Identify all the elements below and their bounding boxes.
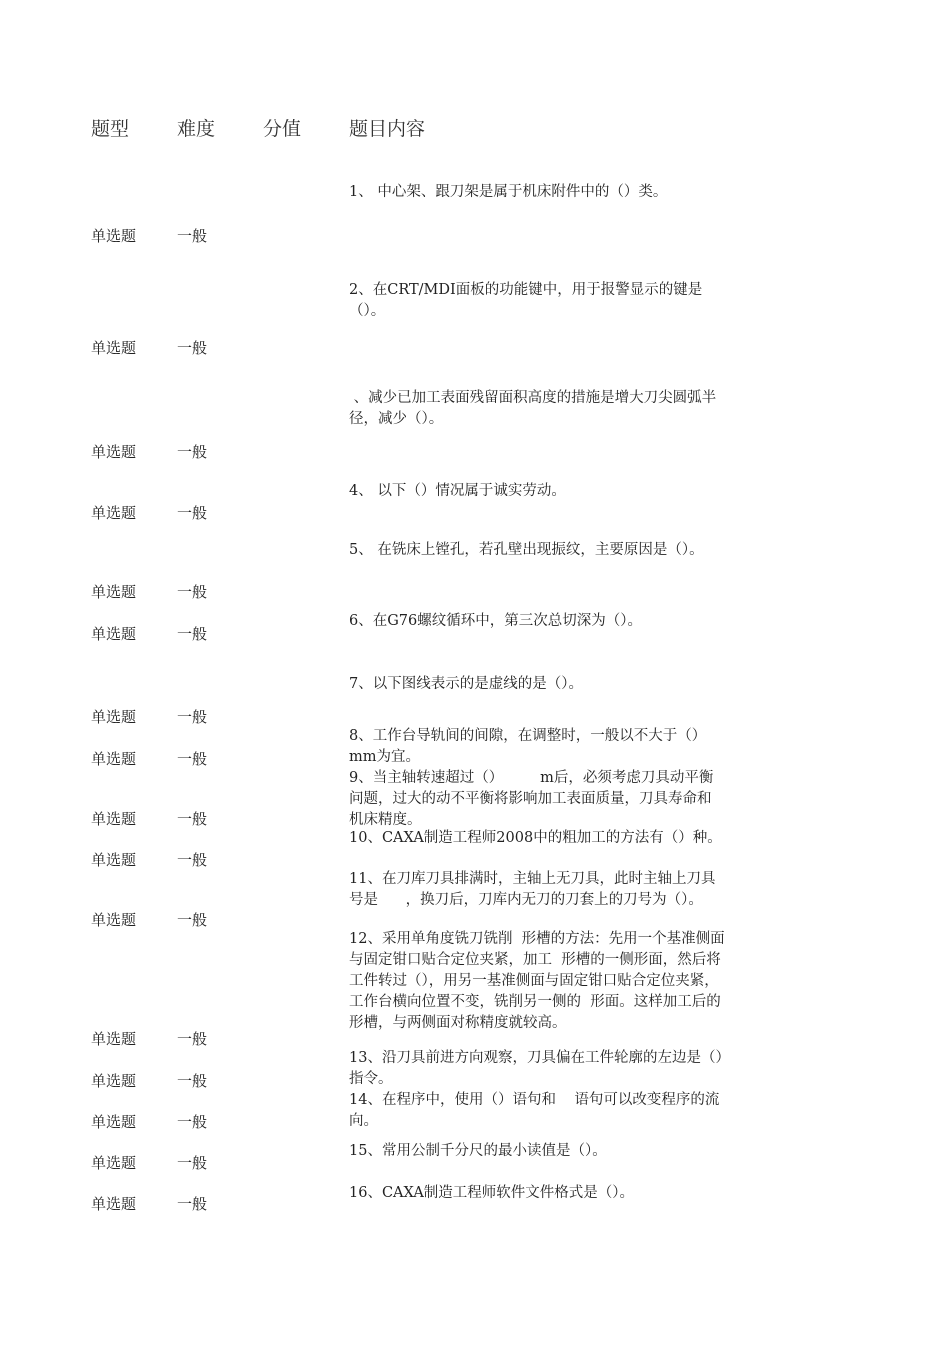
question-text: 12、采用单角度铣刀铣削 形槽的方法：先用一个基准侧面与固定钳口贴合定位夹紧，加工 形槽的一侧形面，然后将工件转过（），用另一基准侧面与固定钳口贴合定位夹紧，工作台横向位置不变，铣削另一侧的 形面。这样加工后的 形槽，与两侧面对称精度就较高。: [349, 931, 730, 1031]
question-difficulty: 一般: [177, 1154, 208, 1172]
question-difficulty: 一般: [177, 708, 208, 726]
question-type: 单选题: [91, 1072, 137, 1090]
header-difficulty: 难度: [177, 118, 216, 140]
question-text: 15、常用公制千分尺的最小读值是（）。: [349, 1143, 607, 1159]
question-type: 单选题: [91, 339, 137, 357]
question-difficulty: 一般: [177, 1072, 208, 1090]
question-text: 14、在程序中，使用（）语句和 语句可以改变程序的流向。: [349, 1092, 720, 1129]
question-difficulty: 一般: [177, 851, 208, 869]
question-text: 10、CAXA制造工程师2008中的粗加工的方法有（）种。: [349, 830, 722, 846]
question-difficulty: 一般: [177, 750, 208, 768]
header-score: 分值: [263, 118, 302, 140]
question-difficulty: 一般: [177, 227, 208, 245]
question-type: 单选题: [91, 625, 137, 643]
question-type: 单选题: [91, 1030, 137, 1048]
question-difficulty: 一般: [177, 1030, 208, 1048]
question-difficulty: 一般: [177, 583, 208, 601]
question-type: 单选题: [91, 504, 137, 522]
question-text: 、减少已加工表面残留面积高度的措施是增大刀尖圆弧半径，减少（）。: [349, 390, 717, 427]
question-text: 7、以下图线表示的是虚线的是（）。: [349, 676, 583, 692]
question-difficulty: 一般: [177, 1113, 208, 1131]
question-type: 单选题: [91, 1113, 137, 1131]
question-type: 单选题: [91, 708, 137, 726]
question-difficulty: 一般: [177, 504, 208, 522]
question-text: 8、工作台导轨间的间隙，在调整时，一般以不大于（）mm为宜。: [349, 728, 707, 765]
question-text: 2、在CRT/MDI面板的功能键中，用于报警显示的键是（）。: [349, 282, 703, 319]
question-text: 9、当主轴转速超过（） m后，必须考虑刀具动平衡问题，过大的动不平衡将影响加工表面质量，刀具寿命和机床精度。: [349, 770, 714, 828]
question-difficulty: 一般: [177, 911, 208, 929]
question-difficulty: 一般: [177, 443, 208, 461]
question-type: 单选题: [91, 227, 137, 245]
question-type: 单选题: [91, 851, 137, 869]
question-type: 单选题: [91, 911, 137, 929]
question-text: 5、 在铣床上镗孔，若孔壁出现振纹，主要原因是（）。: [349, 542, 704, 558]
question-type: 单选题: [91, 1195, 137, 1213]
header-content: 题目内容: [349, 118, 426, 140]
question-difficulty: 一般: [177, 1195, 208, 1213]
question-text: 16、CAXA制造工程师软件文件格式是（）。: [349, 1185, 635, 1201]
question-text: 1、 中心架、跟刀架是属于机床附件中的（）类。: [349, 184, 668, 200]
question-type: 单选题: [91, 750, 137, 768]
question-text: 4、 以下（）情况属于诚实劳动。: [349, 483, 566, 499]
question-type: 单选题: [91, 1154, 137, 1172]
question-type: 单选题: [91, 583, 137, 601]
question-text: 13、沿刀具前进方向观察，刀具偏在工件轮廓的左边是（）指令。: [349, 1050, 723, 1087]
question-difficulty: 一般: [177, 810, 208, 828]
question-difficulty: 一般: [177, 339, 208, 357]
question-type: 单选题: [91, 810, 137, 828]
question-type: 单选题: [91, 443, 137, 461]
question-text: 6、在G76螺纹循环中，第三次总切深为（）。: [349, 613, 643, 629]
question-difficulty: 一般: [177, 625, 208, 643]
question-text: 11、在刀库刀具排满时，主轴上无刀具，此时主轴上刀具号是 ，换刀后，刀库内无刀的刀套上的刀号为（）。: [349, 871, 716, 908]
header-type: 题型: [91, 118, 130, 140]
